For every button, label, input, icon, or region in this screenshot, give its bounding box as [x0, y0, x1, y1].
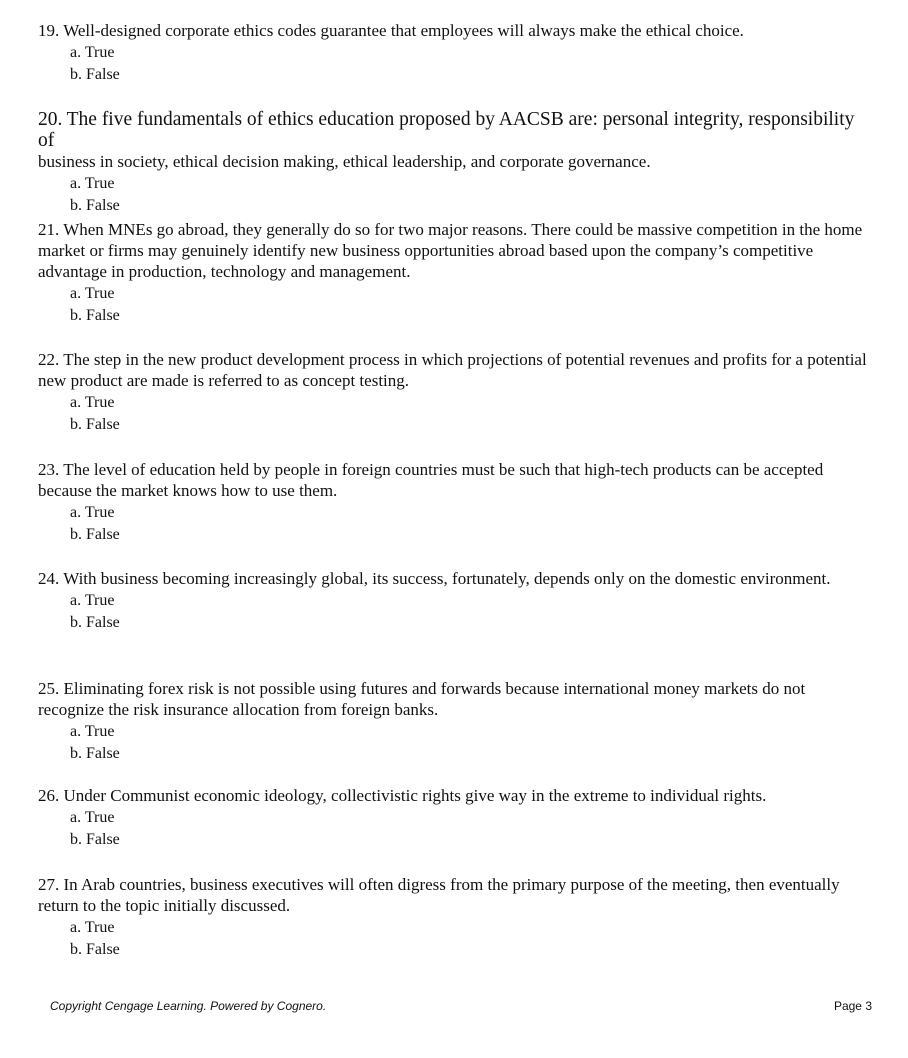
question-text [38, 785, 868, 806]
question-number: 21. [38, 220, 60, 239]
question-21 [38, 219, 868, 327]
option-list [38, 42, 868, 86]
question-text [38, 874, 868, 916]
option-true: a. True [70, 919, 115, 936]
question-19 [38, 20, 868, 86]
option-list [38, 173, 868, 217]
question-body: The step in the new product development process in which projections of potential revenues and profits for a potential new product are made is referred to as concept testing. [38, 350, 867, 390]
question-body-lead: The five fundamentals of ethics education proposed by AACSB are: personal integrity, responsibility of [38, 109, 855, 151]
option-list [38, 502, 868, 546]
question-text [38, 219, 868, 282]
option-true: a. True [70, 592, 115, 609]
question-number: 22. [38, 350, 60, 369]
option-false: b. False [70, 614, 120, 631]
question-24 [38, 568, 868, 634]
question-body: The level of education held by people in foreign countries must be such that high-tech products can be accepted because the market knows how to use them. [38, 460, 824, 500]
option-list [38, 590, 868, 634]
option-list [38, 721, 868, 765]
option-true: a. True [70, 44, 115, 61]
footer-copyright: Copyright Cengage Learning. Powered by Cognero. [50, 999, 327, 1013]
question-22 [38, 349, 868, 436]
question-number: 20. [38, 109, 63, 130]
question-body: Under Communist economic ideology, collectivistic rights give way in the extreme to individual rights. [63, 786, 767, 805]
question-number: 19. [38, 21, 60, 40]
option-true: a. True [70, 285, 115, 302]
option-true: a. True [70, 809, 115, 826]
question-number: 26. [38, 786, 60, 805]
option-true: a. True [70, 394, 115, 411]
question-text [38, 459, 868, 501]
question-number: 23. [38, 460, 60, 479]
option-false: b. False [70, 941, 120, 958]
option-list [38, 283, 868, 327]
question-body: With business becoming increasingly global, its success, fortunately, depends only on the domestic environment. [63, 569, 831, 588]
option-false: b. False [70, 745, 120, 762]
option-false: b. False [70, 831, 120, 848]
option-list [38, 392, 868, 436]
question-number: 27. [38, 875, 60, 894]
question-text [38, 109, 868, 172]
footer-page-number: Page 3 [833, 999, 872, 1013]
option-false: b. False [70, 66, 120, 83]
option-false: b. False [70, 307, 120, 324]
question-text [38, 349, 868, 391]
question-number: 24. [38, 569, 60, 588]
question-body: In Arab countries, business executives will often digress from the primary purpose of the meeting, then eventually return to the topic initially discussed. [38, 875, 840, 915]
option-false: b. False [70, 526, 120, 543]
question-text [38, 568, 868, 589]
question-body: Well-designed corporate ethics codes guarantee that employees will always make the ethical choice. [63, 21, 744, 40]
option-false: b. False [70, 197, 120, 214]
question-number: 25. [38, 679, 60, 698]
question-text [38, 678, 868, 720]
question-20 [38, 109, 868, 217]
question-27 [38, 874, 868, 961]
option-true: a. True [70, 504, 115, 521]
question-text [38, 20, 868, 41]
option-list [38, 807, 868, 851]
question-body: When MNEs go abroad, they generally do so for two major reasons. There could be massive competition in the home market or firms may genuinely identify new business opportunities abroad based upon the company’s competitive advantage in production, technology and management. [38, 220, 863, 281]
option-true: a. True [70, 723, 115, 740]
option-list [38, 917, 868, 961]
question-body-rest: business in society, ethical decision making, ethical leadership, and corporate governance. [38, 152, 651, 171]
question-23 [38, 459, 868, 546]
question-26 [38, 785, 868, 851]
option-true: a. True [70, 175, 115, 192]
option-false: b. False [70, 416, 120, 433]
question-body: Eliminating forex risk is not possible using futures and forwards because international money markets do not recognize the risk insurance allocation from foreign banks. [38, 679, 806, 719]
question-25 [38, 678, 868, 765]
